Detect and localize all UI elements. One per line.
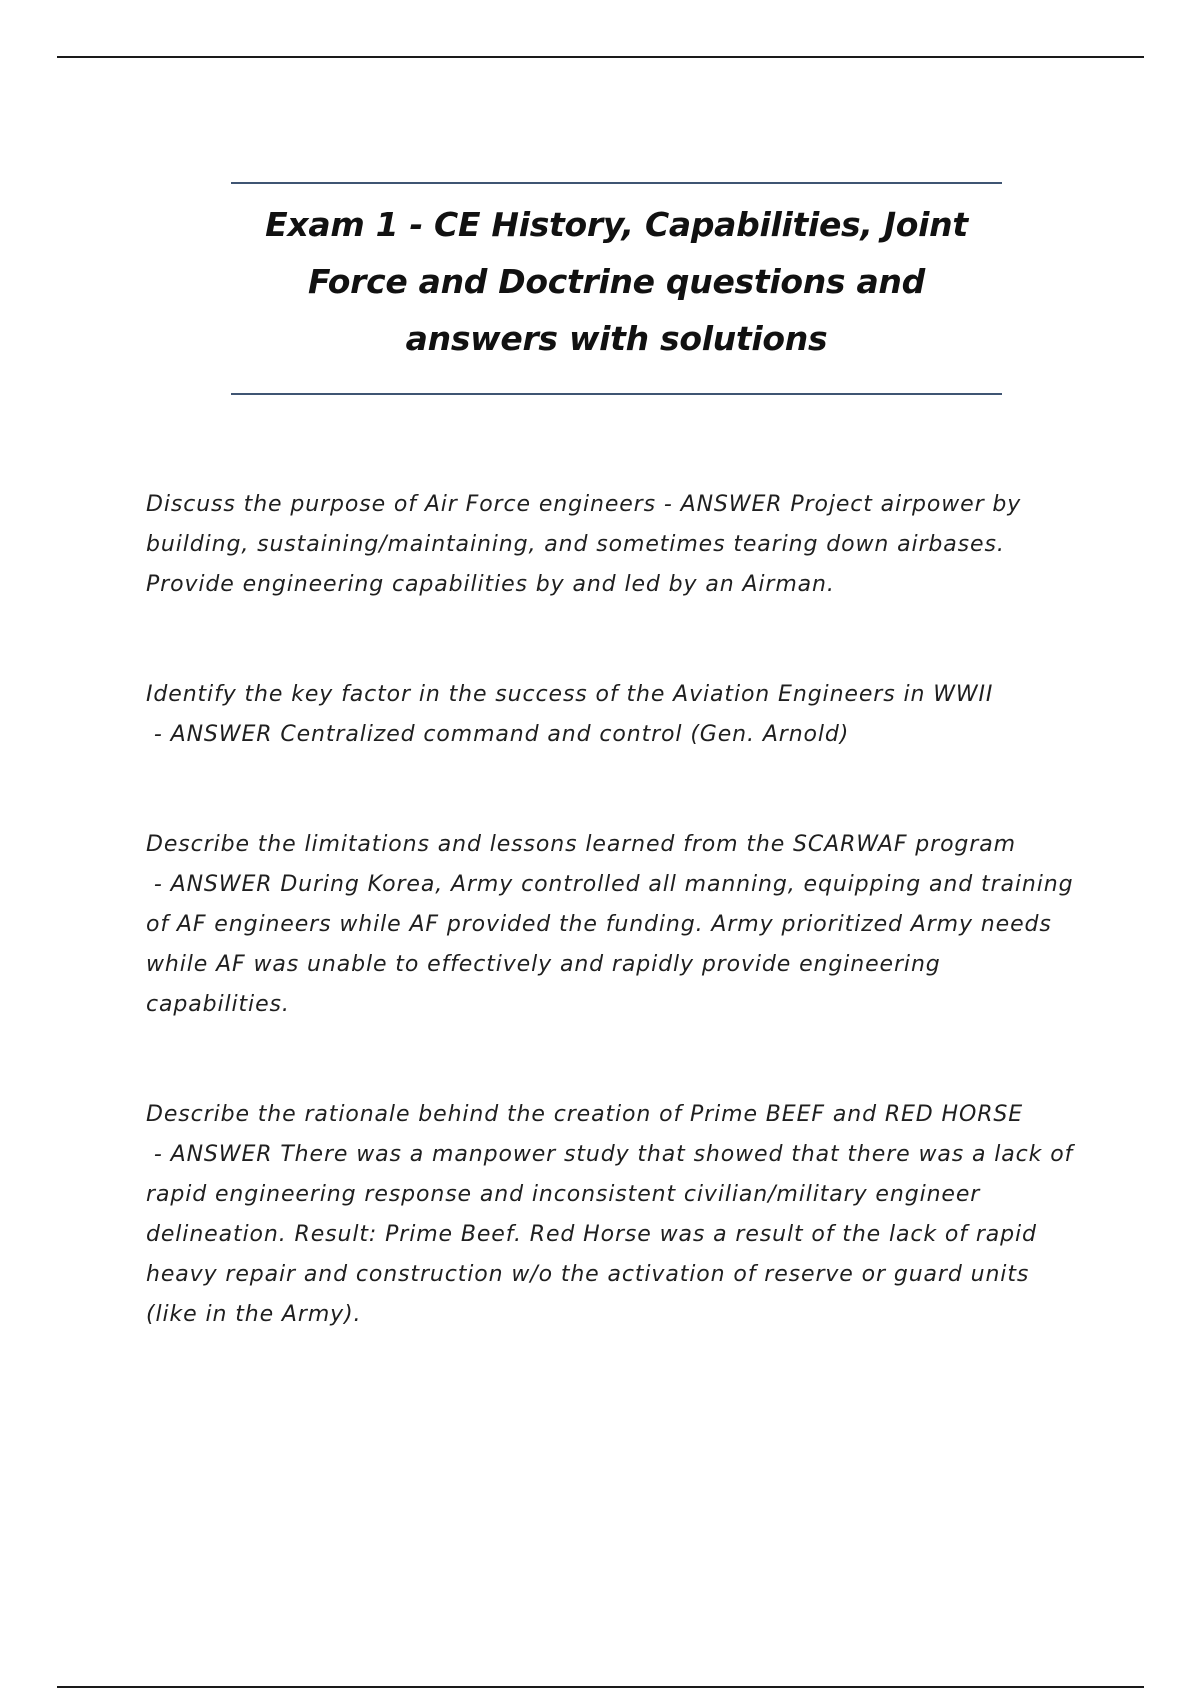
page-header-rule	[57, 56, 1144, 58]
answer-text: There was a manpower study that showed that there was a lack of rapid engineering response and inconsistent civilian/military engineer delineation. Result: Prime Beef. Red Horse was a result of the lack of rapid heavy repair and construction w/o the activation of reserve or guard units (like in the Army).	[146, 1142, 1074, 1327]
question-text: Identify the key factor in the success of the Aviation Engineers in WWII	[146, 682, 994, 707]
question-text: Describe the limitations and lessons learned from the SCARWAF program	[146, 832, 1016, 857]
title-rule-lower	[231, 393, 1002, 395]
qa-list	[146, 485, 1086, 1405]
title-rule-upper	[231, 182, 1002, 184]
answer-marker: ANSWER	[170, 872, 273, 897]
answer-marker: ANSWER	[170, 1142, 273, 1167]
document-title: Exam 1 - CE History, Capabilities, Joint Force and Doctrine questions and answers with solutions	[265, 205, 968, 358]
question-text: Describe the rationale behind the creation of Prime BEEF and RED HORSE	[146, 1102, 1024, 1127]
answer-marker: ANSWER	[170, 722, 273, 747]
qa-item: Identify the key factor in the success of the Aviation Engineers in WWII - ANSWER Centralized command and control (Gen. Arnold)	[146, 682, 994, 747]
answer-text: During Korea, Army controlled all manning, equipping and training of AF engineers while AF provided the funding. Army prioritized Army needs while AF was unable to effectively and rapidly provide engineering capabilities.	[146, 872, 1074, 1017]
answer-text: Centralized command and control (Gen. Arnold)	[280, 722, 850, 747]
question-text: Discuss the purpose of Air Force engineers	[146, 492, 656, 517]
qa-item: Discuss the purpose of Air Force engineers - ANSWER Project airpower by building, sustaining/maintaining, and sometimes tearing down airbases. Provide engineering capabilities by and led by an Airman.	[146, 492, 1022, 597]
page-footer-rule	[57, 1686, 1144, 1688]
answer-marker: ANSWER	[680, 492, 783, 517]
qa-item: Describe the limitations and lessons learned from the SCARWAF program - ANSWER During Korea, Army controlled all manning, equipping and training of AF engineers while AF provided the funding. Army prioritized Army needs while AF was unable to effectively and rapidly provide engineering capabilities.	[146, 832, 1074, 1017]
answer-text: Project airpower by building, sustaining/maintaining, and sometimes tearing down airbases. Provide engineering capabilities by and led by an Airman.	[146, 492, 1022, 597]
qa-item: Describe the rationale behind the creation of Prime BEEF and RED HORSE - ANSWER There was a manpower study that showed that there was a lack of rapid engineering response and inconsistent civilian/military engineer delineation. Result: Prime Beef. Red Horse was a result of the lack of rapid heavy repair and construction w/o the activation of reserve or guard units (like in the Army).	[146, 1102, 1074, 1327]
